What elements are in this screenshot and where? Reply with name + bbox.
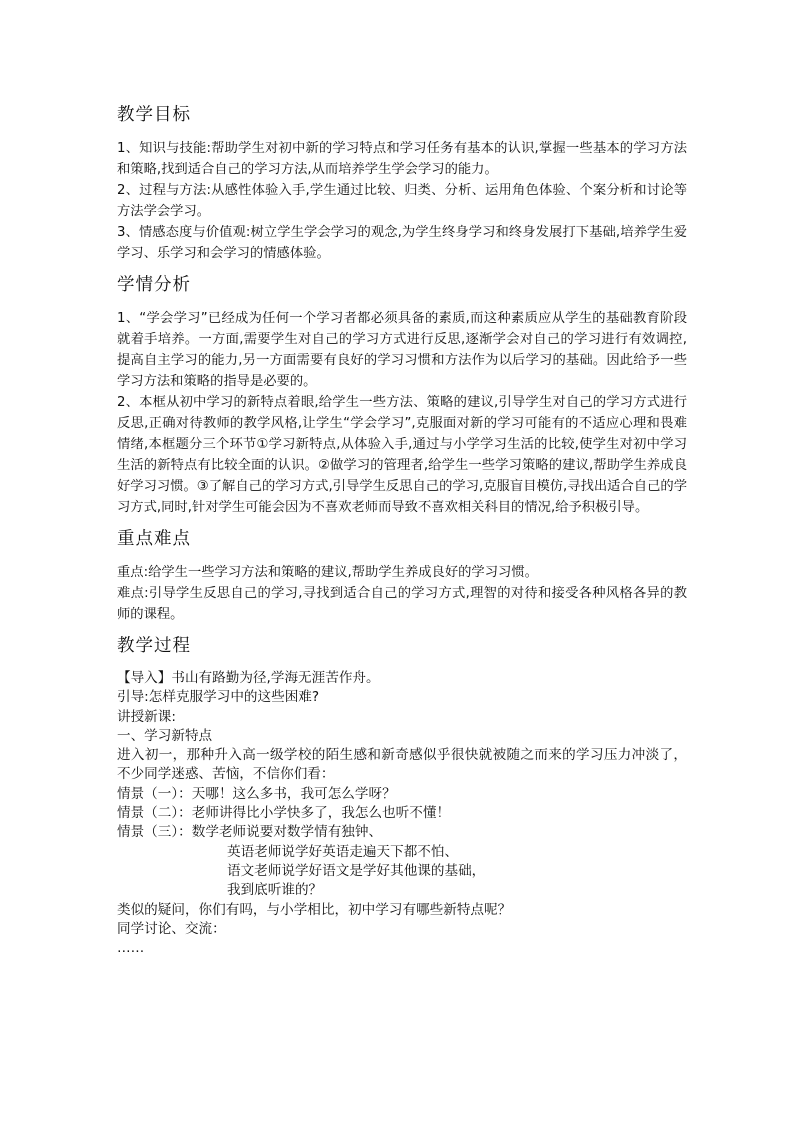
paragraph: …… xyxy=(117,940,145,957)
paragraph: 一、学习新特点 xyxy=(117,727,213,744)
paragraph: 情景（三）：数学老师说要对数学情有独钟、 xyxy=(117,824,383,841)
section-title: 重点难点 xyxy=(117,529,191,549)
paragraph: 2、过程与方法:从感性体验入手,学生通过比较、归类、分析、运用角色体验、个案分析和讨论等方法学会学习。 xyxy=(117,183,687,219)
section-teaching-process xyxy=(117,631,687,958)
paragraph: 情景（二）：老师讲得比小学快多了，我怎么也听不懂！ xyxy=(117,805,451,822)
section-title: 教学目标 xyxy=(117,105,191,125)
paragraph: 引导:怎样克服学习中的这些困难? xyxy=(117,689,320,706)
section-key-points xyxy=(117,524,687,625)
section-title: 学情分析 xyxy=(117,275,191,295)
paragraph: 重点:给学生一些学习方法和策略的建议,帮助学生养成良好的学习习惯。 xyxy=(117,565,538,580)
paragraph: 讲授新课: xyxy=(117,708,176,725)
paragraph: 难点:引导学生反思自己的学习,寻找到适合自己的学习方式,理智的对待和接受各种风格各异的教师的课程。 xyxy=(117,586,687,622)
paragraph: 3、情感态度与价值观:树立学生学会学习的观念,为学生终身学习和终身发展打下基础,培养学生爱学习、乐学习和会学习的情感体验。 xyxy=(117,225,687,261)
section-title: 教学过程 xyxy=(117,636,191,656)
paragraph: 1、知识与技能:帮助学生对初中新的学习特点和学习任务有基本的认识,掌握一些基本的学习方法和策略,找到适合自己的学习方法,从而培养学生学会学习的能力。 xyxy=(117,141,687,177)
section-teaching-goals xyxy=(117,100,687,264)
paragraph: 情景（一）：天哪！这么多书，我可怎么学呀？ xyxy=(117,785,396,802)
document-page xyxy=(117,100,687,964)
paragraph: 进入初一，那种升入高一级学校的陌生感和新奇感似乎很快就被随之而来的学习压力冲淡了，不少同学迷惑、苦恼，不信你们看： xyxy=(117,747,687,783)
paragraph: 语文老师说学好语文是学好其他课的基础， xyxy=(227,862,486,879)
paragraph: 2、本框从初中学习的新特点着眼,给学生一些方法、策略的建议,引导学生对自己的学习方式进行反思,正确对待教师的教学风格,让学生“学会学习”,克服面对新的学习可能有的不适应心理和畏难情绪,本框题分三个环节①学习新特点,从体验入手,通过与小学学习生活的比较,使学生对初中学习生活的新特点有比较全面的认识。②做学习的管理者,给学生一些学习策略的建议,帮助学生养成良好学习习惯。③了解自己的学习方式,引导学生反思自己的学习,克服盲目模仿,寻找出适合自己的学习方式,同时,针对学生可能会因为不喜欢老师而导致不喜欢相关科目的情况,给予积极引导。 xyxy=(117,395,687,515)
section-student-analysis xyxy=(117,270,687,518)
paragraph: 1、“学会学习”已经成为任何一个学习者都必须具备的素质,而这种素质应从学生的基础教育阶段就着手培养。一方面,需要学生对自己的学习方式进行反思,逐渐学会对自己的学习进行有效调控,提高自主学习的能力,另一方面需要有良好的学习习惯和方法作为以后学习的基础。因此给予一些学习方法和策略的指导是必要的。 xyxy=(117,311,687,389)
paragraph: 同学讨论、交流： xyxy=(117,920,226,937)
paragraph: 我到底听谁的？ xyxy=(227,882,323,899)
paragraph: 英语老师说学好英语走遍天下都不怕、 xyxy=(227,843,459,860)
paragraph: 类似的疑问，你们有吗，与小学相比，初中学习有哪些新特点呢？ xyxy=(117,901,512,918)
paragraph: 【导入】书山有路勤为径,学海无涯苦作舟。 xyxy=(117,670,380,686)
